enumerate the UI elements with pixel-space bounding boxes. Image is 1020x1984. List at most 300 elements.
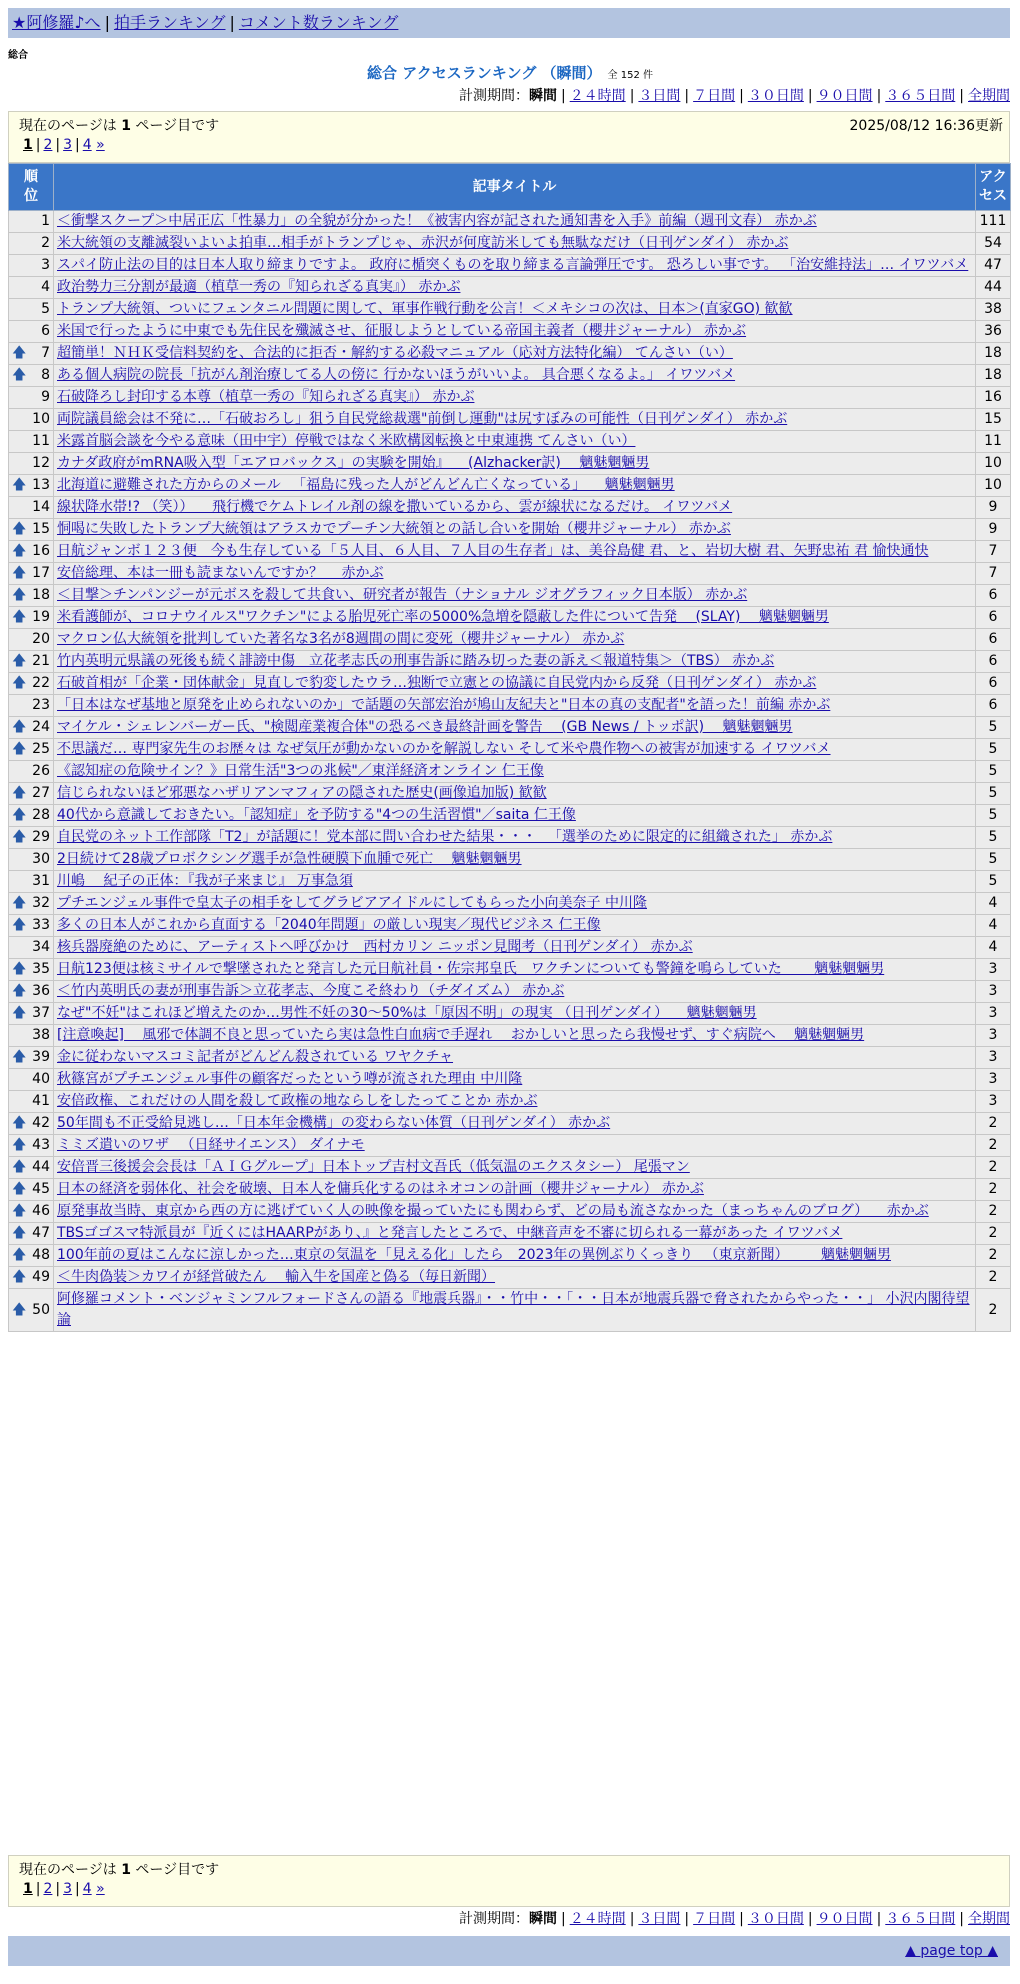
page-links	[23, 137, 105, 153]
rank-number: 24	[32, 719, 50, 735]
table-row	[9, 915, 1011, 937]
rank-number: 26	[32, 763, 50, 779]
rank-number: 7	[41, 345, 50, 361]
period-separator: |	[684, 1911, 690, 1927]
rank-cell	[9, 1113, 54, 1135]
rank-number: 4	[41, 279, 50, 295]
rank-up-arrow-icon: 🡅	[12, 1301, 27, 1318]
comment-ranking-link[interactable]: コメント数ランキング	[238, 13, 399, 32]
period-selector-top	[459, 86, 1010, 106]
rank-up-arrow-icon: 🡅	[12, 895, 27, 911]
article-title-link[interactable]: 不思議だ… 専門家先生のお歴々は なぜ気圧が動かないのかを解説しない そして米や農作物への被害が加速する イワツバメ	[57, 741, 831, 757]
title-cell	[54, 849, 976, 871]
access-count: 5	[976, 717, 1011, 739]
rank-number: 48	[32, 1247, 50, 1263]
access-count: 54	[976, 233, 1011, 255]
title-cell	[54, 343, 976, 365]
rank-number: 27	[32, 785, 50, 801]
table-row	[9, 1267, 1011, 1289]
period-option-link[interactable]: ７日間	[693, 88, 736, 104]
current-page-text: 現在のページは 1 ページ目です	[19, 118, 220, 134]
table-row	[9, 475, 1011, 497]
title-cell	[54, 893, 976, 915]
rank-number: 20	[32, 631, 50, 647]
rank-number: 39	[32, 1049, 50, 1065]
rank-cell	[9, 1245, 54, 1267]
article-title-link[interactable]: 安倍総理、本は一冊も読まないんですか？ 赤かぶ	[57, 565, 384, 581]
period-separator: |	[739, 1911, 744, 1927]
page-separator: |	[55, 1881, 61, 1897]
title-cell	[54, 937, 976, 959]
article-title-link[interactable]: カナダ政府がmRNA吸入型「エアロバックス」の実験を開始』 (Alzhacker訳) 魑魅魍魎男	[57, 455, 650, 471]
table-row	[9, 827, 1011, 849]
access-count: 10	[976, 475, 1011, 497]
article-title-link[interactable]: 超簡単！ＮＨＫ受信料契約を、合法的に拒否・解約する必殺マニュアル（応対方法特化編） てんさい（い）	[57, 345, 733, 361]
access-count: 2	[976, 1223, 1011, 1245]
rank-number: 10	[32, 411, 50, 427]
title-cell	[54, 629, 976, 651]
table-row	[9, 1245, 1011, 1267]
period-separator: |	[959, 1911, 964, 1927]
page-separator: |	[55, 137, 61, 153]
access-count: 2	[976, 1113, 1011, 1135]
article-title-link[interactable]: ＜竹内英明氏の妻が刑事告訴＞立花孝志、今度こそ終わり（チダイズム） 赤かぶ	[57, 983, 565, 999]
rank-cell	[9, 937, 54, 959]
table-row	[9, 541, 1011, 563]
period-option-link[interactable]: ３０日間	[747, 1911, 804, 1927]
rank-cell	[9, 475, 54, 497]
current-page-text: 現在のページは 1 ページ目です	[19, 1862, 220, 1878]
title-cell	[54, 1025, 976, 1047]
rank-up-arrow-icon: 🡅	[12, 1269, 27, 1285]
rank-cell	[9, 1025, 54, 1047]
period-option-link[interactable]: 全期間	[968, 1911, 1010, 1927]
article-title-link[interactable]: 核兵器廃絶のために、アーティストへ呼びかけ 西村カリン ニッポン見聞考（日刊ゲンダイ） 赤かぶ	[57, 939, 693, 955]
rank-number: 3	[41, 257, 50, 273]
rank-number: 29	[32, 829, 50, 845]
access-count: 7	[976, 541, 1011, 563]
table-row	[9, 981, 1011, 1003]
rank-up-arrow-icon: 🡅	[12, 609, 27, 625]
count-header: アクセス	[976, 164, 1011, 211]
title-cell	[54, 563, 976, 585]
rank-up-arrow-icon: 🡅	[12, 807, 27, 823]
article-title-link[interactable]: 石破降ろし封印する本尊（植草一秀の『知られざる真実』） 赤かぶ	[57, 389, 475, 405]
article-title-link[interactable]: 多くの日本人がこれから直面する「2040年問題」の厳しい現実／現代ビジネス 仁王像	[57, 917, 601, 933]
rank-cell	[9, 849, 54, 871]
article-title-link[interactable]: 米露首脳会談を今やる意味（田中宇）停戦ではなく米欧構図転換と中東連携 てんさい（い）	[57, 433, 636, 449]
article-title-link[interactable]: 2日続けて28歳プロボクシング選手が急性硬膜下血腫で死亡 魑魅魍魎男	[57, 851, 522, 867]
title-cell	[54, 739, 976, 761]
period-option-link[interactable]: ９０日間	[816, 1911, 873, 1927]
rank-number: 25	[32, 741, 50, 757]
access-count: 5	[976, 827, 1011, 849]
article-title-link[interactable]: 自民党のネット工作部隊「T2」が話題に！党本部に問い合わせた結果・・・ 「選挙のために限定的に組織された」 赤かぶ	[57, 829, 833, 845]
rank-up-arrow-icon: 🡅	[12, 961, 27, 977]
access-count: 6	[976, 607, 1011, 629]
access-count: 5	[976, 739, 1011, 761]
article-title-link[interactable]: 線状降水帯!? （笑）） 飛行機でケムトレイル剤の線を撒いているから、雲が線状になるだけ。 イワツバメ	[57, 499, 733, 515]
rank-cell	[9, 1069, 54, 1091]
page-separator: |	[75, 1881, 80, 1897]
title-cell	[54, 453, 976, 475]
article-title-link[interactable]: 竹内英明元県議の死後も続く誹謗中傷 立花孝志氏の刑事告訴に踏み切った妻の訴え＜報道特集＞（TBS） 赤かぶ	[57, 653, 775, 669]
rank-cell	[9, 563, 54, 585]
access-count: 3	[976, 959, 1011, 981]
table-row	[9, 849, 1011, 871]
access-count: 3	[976, 1091, 1011, 1113]
rank-number: 49	[32, 1269, 50, 1285]
rank-number: 45	[32, 1181, 50, 1197]
access-count: 18	[976, 343, 1011, 365]
page-separator: |	[35, 1881, 41, 1897]
table-row	[9, 893, 1011, 915]
article-title-link[interactable]: 安倍政権、これだけの人間を殺して政権の地ならしをしたってことか 赤かぶ	[57, 1093, 538, 1109]
period-separator: |	[739, 88, 744, 104]
rank-cell	[9, 541, 54, 563]
period-option-link[interactable]: ３日間	[638, 88, 681, 104]
rank-number: 15	[32, 521, 50, 537]
rank-up-arrow-icon: 🡅	[12, 983, 27, 999]
rank-up-arrow-icon: 🡅	[12, 1137, 27, 1153]
page-link[interactable]: 4	[82, 137, 92, 153]
next-page-link[interactable]: »	[96, 1881, 105, 1897]
access-count: 6	[976, 673, 1011, 695]
title-cell	[54, 1047, 976, 1069]
access-count: 5	[976, 783, 1011, 805]
ranking-table	[8, 163, 1011, 1332]
rank-up-arrow-icon: 🡅	[12, 1159, 27, 1175]
article-title-link[interactable]: ミミズ遣いのワザ （日経サイエンス） ダイナモ	[57, 1137, 365, 1153]
table-row	[9, 805, 1011, 827]
page-separator: |	[35, 137, 41, 153]
access-count: 38	[976, 299, 1011, 321]
rank-cell	[9, 453, 54, 475]
rank-cell	[9, 893, 54, 915]
table-row	[9, 607, 1011, 629]
rank-number: 8	[41, 367, 50, 383]
title-cell	[54, 233, 976, 255]
article-title-link[interactable]: 日航123便は核ミサイルで撃墜されたと発言した元日航社員・佐宗邦皇氏 ワクチンについても警鐘を鳴らしていた 魑魅魍魎男	[57, 961, 885, 977]
title-cell	[54, 321, 976, 343]
rank-cell	[9, 321, 54, 343]
ranking-table-body	[9, 211, 1011, 1332]
table-row	[9, 937, 1011, 959]
table-row	[9, 1047, 1011, 1069]
article-title-link[interactable]: ＜目撃＞チンパンジーが元ボスを殺して共食い、研究者が報告（ナショナル ジオグラフィック日本版） 赤かぶ	[57, 587, 748, 603]
period-option-link[interactable]: ３０日間	[747, 88, 804, 104]
rank-cell	[9, 409, 54, 431]
rank-number: 28	[32, 807, 50, 823]
rank-up-arrow-icon: 🡅	[12, 1203, 27, 1219]
period-separator: |	[684, 88, 690, 104]
rank-number: 38	[32, 1027, 50, 1043]
rank-cell	[9, 827, 54, 849]
period-option-link[interactable]: 全期間	[968, 88, 1010, 104]
rank-number: 16	[32, 543, 50, 559]
title-cell	[54, 717, 976, 739]
table-row	[9, 871, 1011, 893]
rank-number: 14	[32, 499, 50, 515]
access-count: 44	[976, 277, 1011, 299]
article-title-link[interactable]: [注意喚起] 風邪で体調不良と思っていたら実は急性白血病で手遅れ おかしいと思ったら我慢せず、すぐ病院へ 魑魅魍魎男	[57, 1027, 865, 1043]
total-count: 全 152 件	[607, 70, 653, 81]
access-count: 5	[976, 805, 1011, 827]
title-cell	[54, 1091, 976, 1113]
period-separator: |	[629, 88, 635, 104]
rank-number: 22	[32, 675, 50, 691]
table-row	[9, 695, 1011, 717]
rank-up-arrow-icon: 🡅	[12, 1005, 27, 1021]
table-row	[9, 1091, 1011, 1113]
article-title-link[interactable]: 40代から意識しておきたい。「認知症」を予防する"4つの生活習慣"／saita 仁王像	[57, 807, 576, 823]
title-cell	[54, 1201, 976, 1223]
article-title-link[interactable]: 恫喝に失敗したトランプ大統領はアラスカでプーチン大統領との話し合いを開始（櫻井ジャーナル） 赤かぶ	[57, 521, 731, 537]
title-cell	[54, 255, 976, 277]
rank-up-arrow-icon: 🡅	[12, 1181, 27, 1197]
article-title-link[interactable]: 政治勢力三分割が最適（植草一秀の『知られざる真実』） 赤かぶ	[57, 279, 461, 295]
access-count: 3	[976, 1003, 1011, 1025]
rank-cell	[9, 739, 54, 761]
table-row	[9, 585, 1011, 607]
rank-number: 35	[32, 961, 50, 977]
access-count: 2	[976, 1135, 1011, 1157]
page-link[interactable]: 2	[43, 1881, 53, 1897]
rank-cell	[9, 255, 54, 277]
rank-number: 2	[41, 235, 50, 251]
rank-cell	[9, 519, 54, 541]
table-row	[9, 563, 1011, 585]
period-current: 瞬間	[528, 1911, 557, 1927]
period-option-link[interactable]: ２４時間	[569, 1911, 626, 1927]
title-cell	[54, 959, 976, 981]
table-row	[9, 519, 1011, 541]
access-count: 2	[976, 1157, 1011, 1179]
article-title-link[interactable]: トランプ大統領、ついにフェンタニル問題に関して、軍事作戦行動を公言！＜メキシコの次は、日本＞(直家GO) 歓歓	[57, 301, 793, 317]
rank-up-arrow-icon: 🡅	[12, 917, 27, 933]
article-title-link[interactable]: マクロン仏大統領を批判していた著名な3名が8週間の間に変死（櫻井ジャーナル） 赤かぶ	[57, 631, 625, 647]
rank-number: 19	[32, 609, 50, 625]
period-option-link[interactable]: ２４時間	[569, 88, 626, 104]
home-link[interactable]: ★阿修羅♪へ	[12, 13, 101, 32]
table-row	[9, 233, 1011, 255]
title-cell	[54, 805, 976, 827]
table-row	[9, 1113, 1011, 1135]
table-row	[9, 739, 1011, 761]
table-row	[9, 959, 1011, 981]
rank-cell	[9, 1179, 54, 1201]
article-title-link[interactable]: 日航ジャンボ１２３便 今も生存している「５人目、６人目、７人目の生存者」は、美谷島健 君、と、岩切大樹 君、矢野忠祐 君 愉快通快	[57, 543, 929, 559]
article-title-link[interactable]: 「日本はなぜ基地と原発を止められないのか」で話題の矢部宏治が鳩山友紀夫と"日本の真の支配者"を語った！前編 赤かぶ	[57, 697, 831, 713]
title-cell	[54, 1113, 976, 1135]
table-row	[9, 1179, 1011, 1201]
rank-number: 31	[32, 873, 50, 889]
article-title-link[interactable]: なぜ"不妊"はこれほど増えたのか…男性不妊の30～50%は「原因不明」の現実 （日刊ゲンダイ） 魑魅魍魎男	[57, 1005, 757, 1021]
rank-up-arrow-icon: 🡅	[12, 785, 27, 801]
page-links	[23, 1881, 105, 1897]
table-row	[9, 387, 1011, 409]
rank-cell	[9, 717, 54, 739]
rank-number: 44	[32, 1159, 50, 1175]
access-count: 9	[976, 497, 1011, 519]
article-title-link[interactable]: スパイ防止法の目的は日本人取り締まりですよ。 政府に楯突くものを取り締まる言論弾圧です。 恐ろしい事です。 「治安維持法」… イワツバメ	[57, 257, 969, 273]
table-header-row	[9, 164, 1011, 211]
article-title-link[interactable]: ＜衝撃スクープ＞中居正広「性暴力」の全貌が分かった！《被害内容が記された通知書を入手》前編（週刊文春） 赤かぶ	[57, 213, 817, 229]
page-separator: |	[75, 137, 80, 153]
title-header: 記事タイトル	[54, 164, 976, 211]
title-cell	[54, 1069, 976, 1091]
rank-cell	[9, 871, 54, 893]
period-option-link[interactable]: ３６５日間	[885, 1911, 956, 1927]
table-row	[9, 255, 1011, 277]
rank-number: 37	[32, 1005, 50, 1021]
rank-cell	[9, 431, 54, 453]
title-cell	[54, 475, 976, 497]
rank-number: 1	[41, 213, 50, 229]
rank-number: 6	[41, 323, 50, 339]
period-separator: |	[560, 1911, 566, 1927]
page-link[interactable]: 4	[82, 1881, 92, 1897]
title-cell	[54, 519, 976, 541]
access-count: 47	[976, 255, 1011, 277]
title-cell	[54, 695, 976, 717]
rank-cell	[9, 1157, 54, 1179]
table-row	[9, 1025, 1011, 1047]
table-row	[9, 453, 1011, 475]
access-count: 10	[976, 453, 1011, 475]
title-cell	[54, 585, 976, 607]
clap-ranking-link[interactable]: 拍手ランキング	[113, 13, 226, 32]
page-link[interactable]: 2	[43, 137, 53, 153]
access-count: 3	[976, 1025, 1011, 1047]
updated-timestamp: 2025/08/12 16:36更新	[849, 118, 1003, 134]
access-count: 5	[976, 849, 1011, 871]
article-title-link[interactable]: TBSゴゴスマ特派員が『近くにはHAARPがあり、』と発言したところで、中継音声を不審に切られる一幕があった イワツバメ	[57, 1225, 843, 1241]
access-count: 5	[976, 761, 1011, 783]
rank-cell	[9, 981, 54, 1003]
rank-number: 42	[32, 1115, 50, 1131]
article-title-link[interactable]: 米大統領の支離滅裂いよいよ拍車…相手がトランプじゃ、赤沢が何度訪米しても無駄なだけ（日刊ゲンダイ） 赤かぶ	[57, 235, 789, 251]
rank-cell	[9, 673, 54, 695]
title-cell	[54, 673, 976, 695]
current-page-number: 1	[23, 1881, 33, 1897]
table-row	[9, 299, 1011, 321]
rank-number: 43	[32, 1137, 50, 1153]
table-row	[9, 497, 1011, 519]
rank-up-arrow-icon: 🡅	[12, 587, 27, 603]
table-row	[9, 277, 1011, 299]
article-title-link[interactable]: 北海道に避難された方からのメール 「福島に残った人がどんどん亡くなっている」 魑魅魍魎男	[57, 477, 675, 493]
access-count: 11	[976, 431, 1011, 453]
title-cell	[54, 211, 976, 233]
page-link[interactable]: 3	[63, 137, 73, 153]
rank-cell	[9, 1047, 54, 1069]
table-row	[9, 761, 1011, 783]
article-title-link[interactable]: ＜牛肉偽装＞カワイが経営破たん 輸入牛を国産と偽る（毎日新聞）	[57, 1269, 496, 1285]
article-title-link[interactable]: 日本の経済を弱体化、社会を破壊、日本人を傭兵化するのはネオコンの計画（櫻井ジャーナル） 赤かぶ	[57, 1181, 704, 1197]
rank-up-arrow-icon: 🡅	[12, 543, 27, 559]
page-link[interactable]: 3	[63, 1881, 73, 1897]
rank-cell	[9, 695, 54, 717]
access-count: 6	[976, 629, 1011, 651]
article-title-link[interactable]: 50年間も不正受給見逃し…「日本年金機構」の変わらない体質（日刊ゲンダイ） 赤かぶ	[57, 1115, 611, 1131]
title-cell	[54, 409, 976, 431]
article-title-link[interactable]: 阿修羅コメント・ベンジャミンフルフォードさんの語る『地震兵器』・・竹中・・「・・日本が地震兵器で脅されたからやった・・」 小沢内閣待望論	[57, 1291, 970, 1328]
access-count: 36	[976, 321, 1011, 343]
rank-number: 33	[32, 917, 50, 933]
rank-cell	[9, 1135, 54, 1157]
table-row	[9, 651, 1011, 673]
access-count: 16	[976, 387, 1011, 409]
rank-cell	[9, 387, 54, 409]
access-count: 3	[976, 1047, 1011, 1069]
rank-number: 11	[32, 433, 50, 449]
article-title-link[interactable]: プチエンジェル事件で皇太子の相手をしてグラビアアイドルにしてもらった小向美奈子 中川隆	[57, 895, 647, 911]
article-title-link[interactable]: 秋篠宮がプチエンジェル事件の顧客だったという噂が流された理由 中川隆	[57, 1071, 523, 1087]
rank-up-arrow-icon: 🡅	[12, 741, 27, 757]
period-option-link[interactable]: ７日間	[693, 1911, 736, 1927]
title-cell	[54, 1003, 976, 1025]
table-row	[9, 629, 1011, 651]
title-cell	[54, 1179, 976, 1201]
article-title-link[interactable]: 《認知症の危険サイン？》日常生活"3つの兆候"／東洋経済オンライン 仁王像	[57, 763, 544, 779]
table-row	[9, 1157, 1011, 1179]
rank-cell	[9, 607, 54, 629]
title-cell	[54, 1135, 976, 1157]
rank-up-arrow-icon: 🡅	[12, 345, 27, 361]
article-title-link[interactable]: 石破首相が「企業・団体献金」見直しで豹変したウラ…独断で立憲との協議に自民党内から反発（日刊ゲンダイ） 赤かぶ	[57, 675, 817, 691]
article-title-link[interactable]: 米国で行ったように中東でも先住民を殲滅させ、征服しようとしている帝国主義者（櫻井ジャーナル） 赤かぶ	[57, 323, 747, 339]
rank-cell	[9, 497, 54, 519]
title-cell	[54, 1157, 976, 1179]
title-cell	[54, 1223, 976, 1245]
article-title-link[interactable]: 川嶋 紀子の正体：『我が子来まじ』 万事急須	[57, 873, 353, 889]
article-title-link[interactable]: 両院議員総会は不発に…「石破おろし」狙う自民党総裁選"前倒し運動"は尻すぼみの可能性（日刊ゲンダイ） 赤かぶ	[57, 411, 788, 427]
rank-up-arrow-icon: 🡅	[12, 1049, 27, 1065]
period-option-link[interactable]: ３日間	[638, 1911, 681, 1927]
rank-up-arrow-icon: 🡅	[12, 1115, 27, 1131]
rank-number: 32	[32, 895, 50, 911]
title-cell	[54, 981, 976, 1003]
page-top-link[interactable]: ▲ page top ▲	[905, 1943, 998, 1959]
period-option-link[interactable]: ９０日間	[816, 88, 873, 104]
rank-cell	[9, 783, 54, 805]
article-title-link[interactable]: マイケル・シェレンバーガー氏、"検閲産業複合体"の恐るべき最終計画を警告 (GB News / トッポ訳) 魑魅魍魎男	[57, 719, 793, 735]
rank-cell	[9, 585, 54, 607]
pagination-box-top	[8, 111, 1010, 163]
article-title-link[interactable]: ある個人病院の院長「抗がん剤治療してる人の傍に 行かないほうがいいよ。 具合悪くなるよ。」 イワツバメ	[57, 367, 736, 383]
article-title-link[interactable]: 信じられないほど邪悪なハザリアンマフィアの隠された歴史(画像追加版) 歓歓	[57, 785, 547, 801]
article-title-link[interactable]: 原発事故当時、東京から西の方に逃げていく人の映像を撮っていたにも関わらず、どの局も流さなかった（まっちゃんのブログ） 赤かぶ	[57, 1203, 929, 1219]
article-title-link[interactable]: 金に従わないマスコミ記者がどんどん殺されている ワヤクチャ	[57, 1049, 454, 1065]
article-title-link[interactable]: 米看護師が、コロナウイルス"ワクチン"による胎児死亡率の5000%急増を隠蔽した件について告発 (SLAY) 魑魅魍魎男	[57, 609, 829, 625]
title-cell	[54, 607, 976, 629]
title-cell	[54, 277, 976, 299]
rank-cell	[9, 959, 54, 981]
article-title-link[interactable]: 100年前の夏はこんなに涼しかった…東京の気温を「見える化」したら 2023年の異例ぶりくっきり （東京新聞） 魑魅魍魎男	[57, 1247, 891, 1263]
nav-separator: |	[229, 13, 235, 32]
next-page-link[interactable]: »	[96, 137, 105, 153]
period-option-link[interactable]: ３６５日間	[885, 88, 956, 104]
table-row	[9, 1069, 1011, 1091]
title-cell	[54, 827, 976, 849]
rank-number: 9	[41, 389, 50, 405]
rank-cell	[9, 1003, 54, 1025]
article-title-link[interactable]: 安倍晋三後援会会長は「ＡＩＧグループ」日本トップ吉村文吾氏（低気温のエクスタシー） 尾張マン	[57, 1159, 690, 1175]
rank-cell	[9, 277, 54, 299]
rank-cell	[9, 1289, 54, 1332]
title-cell	[54, 365, 976, 387]
